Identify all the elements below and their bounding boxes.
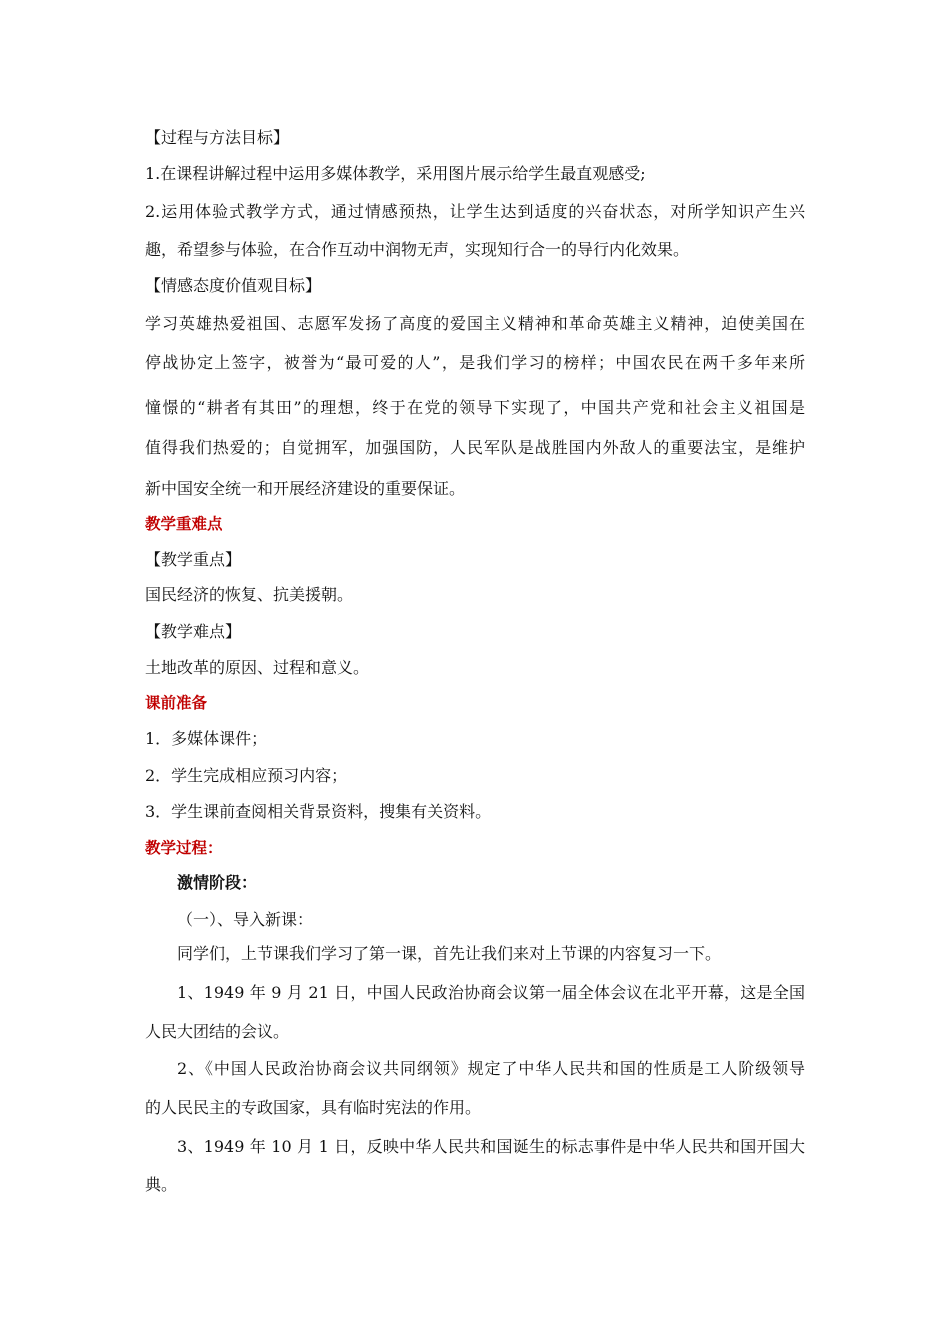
prep-item-3: 3．学生课前查阅相关背景资料，搜集有关资料。: [145, 802, 492, 821]
key-point-text: 国民经济的恢复、抗美援朝。: [145, 585, 354, 604]
emotion-heading: 【情感态度价值观目标】: [145, 276, 322, 295]
emotion-line-3: 憧憬的“耕者有其田”的理想，终于在党的领导下实现了，中国共产党和社会主义祖国是: [145, 398, 805, 417]
review-text: 同学们，上节课我们学习了第一课，首先让我们来对上节课的内容复习一下。: [177, 944, 722, 963]
review-item-3-line-2: 典。: [145, 1175, 178, 1194]
difficulty-text: 土地改革的原因、过程和意义。: [145, 658, 370, 677]
process-method-heading: 【过程与方法目标】: [145, 128, 290, 147]
review-item-3-line-1: 3、1949 年 10 月 1 日，反映中华人民共和国诞生的标志事件是中华人民共和国开国大: [177, 1137, 805, 1156]
review-item-1-line-2: 人民大团结的会议。: [145, 1022, 290, 1041]
prep-item-1: 1．多媒体课件；: [145, 729, 268, 748]
emotion-line-5: 新中国安全统一和开展经济建设的重要保证。: [145, 479, 466, 498]
difficulty-heading: 【教学难点】: [145, 622, 242, 641]
key-difficulty-title: 教学重难点: [145, 515, 223, 533]
emotion-line-1: 学习英雄热爱祖国、志愿军发扬了高度的爱国主义精神和革命英雄主义精神，迫使美国在: [145, 314, 805, 333]
review-item-1-line-1: 1、1949 年 9 月 21 日，中国人民政治协商会议第一届全体会议在北平开幕，这是全国: [177, 983, 805, 1002]
key-point-heading: 【教学重点】: [145, 550, 242, 569]
teaching-process-title: 教学过程：: [145, 839, 223, 857]
process-item-2-line-2: 趣，希望参与体验，在合作互动中润物无声，实现知行合一的导行内化效果。: [145, 240, 690, 259]
emotion-line-4: 值得我们热爱的；自觉拥军，加强国防，人民军队是战胜国内外敌人的重要法宝，是维护: [145, 438, 805, 457]
prep-title: 课前准备: [145, 694, 208, 712]
process-item-2-line-1: 2.运用体验式教学方式，通过情感预热，让学生达到适度的兴奋状态，对所学知识产生兴: [145, 202, 805, 221]
stage-heading: 激情阶段：: [177, 873, 258, 892]
emotion-line-2: 停战协定上签字，被誉为“最可爱的人”，是我们学习的榜样；中国农民在两千多年来所: [145, 353, 805, 372]
review-item-2-line-1: 2、《中国人民政治协商会议共同纲领》规定了中华人民共和国的性质是工人阶级领导: [177, 1059, 805, 1078]
process-item-1: 1.在课程讲解过程中运用多媒体教学，采用图片展示给学生最直观感受;: [145, 164, 646, 183]
intro-heading: （一）、导入新课：: [177, 910, 314, 929]
review-item-2-line-2: 的人民民主的专政国家，具有临时宪法的作用。: [145, 1098, 482, 1117]
prep-item-2: 2．学生完成相应预习内容；: [145, 766, 348, 785]
